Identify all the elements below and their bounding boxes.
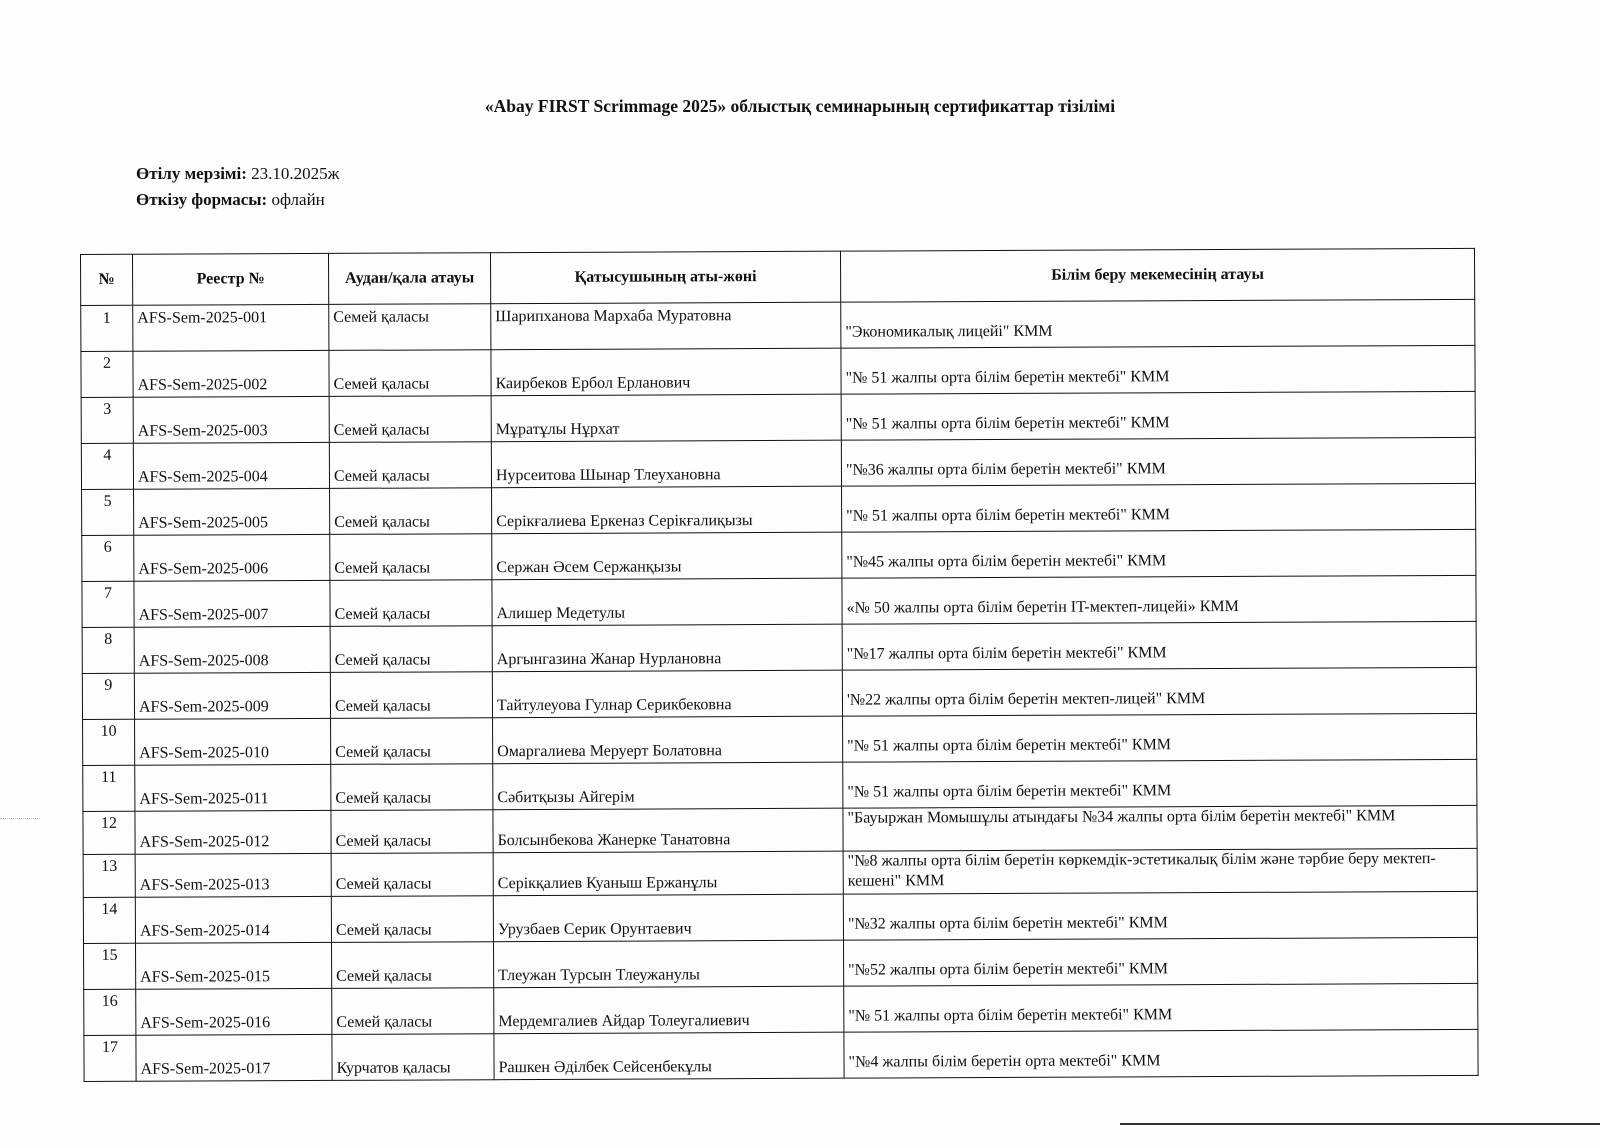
participant-name: Каирбеков Ербол Ерланович bbox=[491, 348, 841, 396]
registry-number: AFS-Sem-2025-006 bbox=[134, 534, 330, 581]
district-name: Семей қаласы bbox=[329, 304, 491, 351]
district-name: Семей қаласы bbox=[331, 853, 493, 897]
participant-name: Серікғалиева Еркеназ Серікғалиқызы bbox=[492, 486, 842, 534]
event-format bbox=[136, 190, 325, 210]
institution-name: "№32 жалпы орта білім беретін мектебі" КММ bbox=[843, 891, 1477, 940]
institution-name: "№8 жалпы орта білім беретін көркемдік-эстетикалық білім және тәрбие беру мектеп-кешені" КММ bbox=[843, 848, 1477, 894]
table-row bbox=[83, 759, 1477, 811]
institution-name: "Экономикалық лицейі" КММ bbox=[841, 299, 1475, 348]
event-format-value: офлайн bbox=[271, 190, 325, 209]
registry-number: AFS-Sem-2025-005 bbox=[134, 488, 330, 535]
registry-number: AFS-Sem-2025-016 bbox=[136, 988, 332, 1035]
participant-name: Мердемгалиев Айдар Толеугалиевич bbox=[494, 986, 844, 1034]
participant-name: Шарипханова Мархаба Муратовна bbox=[491, 302, 841, 350]
row-number: 3 bbox=[81, 397, 133, 443]
table-row bbox=[84, 1029, 1478, 1081]
district-name: Семей қаласы bbox=[332, 942, 494, 989]
district-name: Семей қаласы bbox=[329, 396, 491, 443]
district-name: Семей қаласы bbox=[329, 350, 491, 397]
institution-name: "№36 жалпы орта білім беретін мектебі" КММ bbox=[841, 437, 1475, 486]
row-number: 13 bbox=[83, 854, 135, 897]
header-participant: Қатысушының аты-жөні bbox=[490, 251, 840, 304]
row-number: 9 bbox=[82, 673, 134, 719]
registry-number: AFS-Sem-2025-011 bbox=[135, 764, 331, 811]
row-number: 12 bbox=[83, 811, 135, 854]
event-format-label: Өткізу формасы: bbox=[136, 190, 268, 209]
table-row bbox=[81, 437, 1475, 489]
scan-artifact-line bbox=[0, 818, 40, 819]
district-name: Курчатов қаласы bbox=[332, 1034, 494, 1081]
institution-name: "№45 жалпы орта білім беретін мектебі" КММ bbox=[842, 529, 1476, 578]
institution-name: "№ 51 жалпы орта білім беретін мектебі" КММ bbox=[841, 391, 1475, 440]
district-name: Семей қаласы bbox=[330, 580, 492, 627]
registry-number: AFS-Sem-2025-012 bbox=[135, 810, 331, 854]
registry-number: AFS-Sem-2025-015 bbox=[136, 942, 332, 989]
table-header-row bbox=[81, 248, 1475, 305]
table-row bbox=[81, 345, 1475, 397]
table-row bbox=[82, 667, 1476, 719]
participant-name: Аргынгазина Жанар Нурлановна bbox=[492, 624, 842, 672]
district-name: Семей қаласы bbox=[332, 988, 494, 1035]
row-number: 5 bbox=[82, 489, 134, 535]
row-number: 15 bbox=[84, 943, 136, 989]
registry-number: AFS-Sem-2025-010 bbox=[135, 718, 331, 765]
row-number: 4 bbox=[81, 443, 133, 489]
participant-name: Болсынбекова Жанерке Танатовна bbox=[493, 808, 843, 853]
participant-name: Сержан Әсем Сержанқызы bbox=[492, 532, 842, 580]
participant-name: Рашкен Әділбек Сейсенбекұлы bbox=[494, 1032, 844, 1080]
institution-name: "Бауыржан Момышұлы атындағы №34 жалпы орта білім беретін мектебі" КММ bbox=[843, 805, 1477, 851]
institution-name: "№ 51 жалпы орта білім беретін мектебі" КММ bbox=[841, 345, 1475, 394]
page-title: «Abay FIRST Scrimmage 2025» облыстық семинарының сертификаттар тізілімі bbox=[484, 96, 1116, 116]
row-number: 8 bbox=[82, 627, 134, 673]
registry-number: AFS-Sem-2025-001 bbox=[133, 304, 329, 351]
table-row bbox=[82, 575, 1476, 627]
institution-name: "№4 жалпы білім беретін орта мектебі" КММ bbox=[844, 1029, 1478, 1078]
registry-number: AFS-Sem-2025-002 bbox=[133, 350, 329, 397]
participant-name: Мұратұлы Нұрхат bbox=[491, 394, 841, 442]
district-name: Семей қаласы bbox=[330, 488, 492, 535]
registry-number: AFS-Sem-2025-003 bbox=[133, 396, 329, 443]
header-registry: Реестр № bbox=[133, 253, 329, 305]
participant-name: Омаргалиева Меруерт Болатовна bbox=[493, 716, 843, 764]
district-name: Семей қаласы bbox=[331, 810, 493, 854]
registry-number: AFS-Sem-2025-017 bbox=[136, 1034, 332, 1081]
row-number: 17 bbox=[84, 1035, 136, 1081]
table-row bbox=[84, 983, 1478, 1035]
institution-name: «№ 50 жалпы орта білім беретін IT-мектеп-лицейі» КММ bbox=[842, 575, 1476, 624]
participant-name: Алишер Медетулы bbox=[492, 578, 842, 626]
row-number: 11 bbox=[83, 765, 135, 811]
header-num: № bbox=[81, 254, 133, 305]
scan-artifact-rule bbox=[1120, 1123, 1600, 1125]
district-name: Семей қаласы bbox=[331, 764, 493, 811]
table-body bbox=[81, 299, 1478, 1081]
table-row bbox=[81, 391, 1475, 443]
institution-name: '№22 жалпы орта білім беретін мектеп-лицей" КММ bbox=[842, 667, 1476, 716]
event-date bbox=[136, 164, 339, 184]
event-date-value: 23.10.2025ж bbox=[251, 164, 340, 183]
certificate-registry-table-wrapper bbox=[80, 248, 1479, 1082]
header-institution: Білім беру мекемесінің атауы bbox=[840, 248, 1474, 302]
registry-number: AFS-Sem-2025-009 bbox=[134, 672, 330, 719]
participant-name: Урузбаев Серик Орунтаевич bbox=[493, 894, 843, 942]
institution-name: "№ 51 жалпы орта білім беретін мектебі" КММ bbox=[843, 759, 1477, 808]
row-number: 2 bbox=[81, 351, 133, 397]
institution-name: "№52 жалпы орта білім беретін мектебі" КММ bbox=[844, 937, 1478, 986]
registry-number: AFS-Sem-2025-013 bbox=[135, 853, 331, 897]
table-row bbox=[82, 621, 1476, 673]
district-name: Семей қаласы bbox=[330, 672, 492, 719]
institution-name: "№ 51 жалпы орта білім беретін мектебі" КММ bbox=[842, 483, 1476, 532]
table-row bbox=[81, 299, 1475, 351]
participant-name: Сәбитқызы Айгерім bbox=[493, 762, 843, 810]
header-district: Аудан/қала атауы bbox=[328, 253, 490, 305]
district-name: Семей қаласы bbox=[331, 896, 493, 943]
table-row bbox=[83, 805, 1477, 854]
institution-name: "№ 51 жалпы орта білім беретін мектебі" КММ bbox=[843, 713, 1477, 762]
participant-name: Серікқалиев Куаныш Ержанұлы bbox=[493, 851, 843, 896]
registry-number: AFS-Sem-2025-008 bbox=[134, 626, 330, 673]
registry-number: AFS-Sem-2025-007 bbox=[134, 580, 330, 627]
table-row bbox=[83, 848, 1477, 897]
participant-name: Тлеужан Турсын Тлеужанулы bbox=[494, 940, 844, 988]
certificate-registry-table bbox=[80, 248, 1479, 1082]
institution-name: "№17 жалпы орта білім беретін мектебі" КММ bbox=[842, 621, 1476, 670]
table-row bbox=[83, 891, 1477, 943]
row-number: 1 bbox=[81, 305, 133, 351]
table-row bbox=[82, 529, 1476, 581]
row-number: 10 bbox=[83, 719, 135, 765]
district-name: Семей қаласы bbox=[331, 718, 493, 765]
row-number: 6 bbox=[82, 535, 134, 581]
table-row bbox=[82, 483, 1476, 535]
event-date-label: Өтілу мерзімі: bbox=[136, 164, 247, 183]
participant-name: Тайтулеуова Гулнар Серикбековна bbox=[492, 670, 842, 718]
institution-name: "№ 51 жалпы орта білім беретін мектебі" КММ bbox=[844, 983, 1478, 1032]
registry-number: AFS-Sem-2025-004 bbox=[133, 442, 329, 489]
district-name: Семей қаласы bbox=[330, 534, 492, 581]
row-number: 14 bbox=[83, 897, 135, 943]
participant-name: Нурсеитова Шынар Тлеухановна bbox=[491, 440, 841, 488]
table-row bbox=[83, 713, 1477, 765]
row-number: 16 bbox=[84, 989, 136, 1035]
registry-number: AFS-Sem-2025-014 bbox=[135, 896, 331, 943]
table-row bbox=[84, 937, 1478, 989]
district-name: Семей қаласы bbox=[330, 626, 492, 673]
row-number: 7 bbox=[82, 581, 134, 627]
district-name: Семей қаласы bbox=[329, 442, 491, 489]
